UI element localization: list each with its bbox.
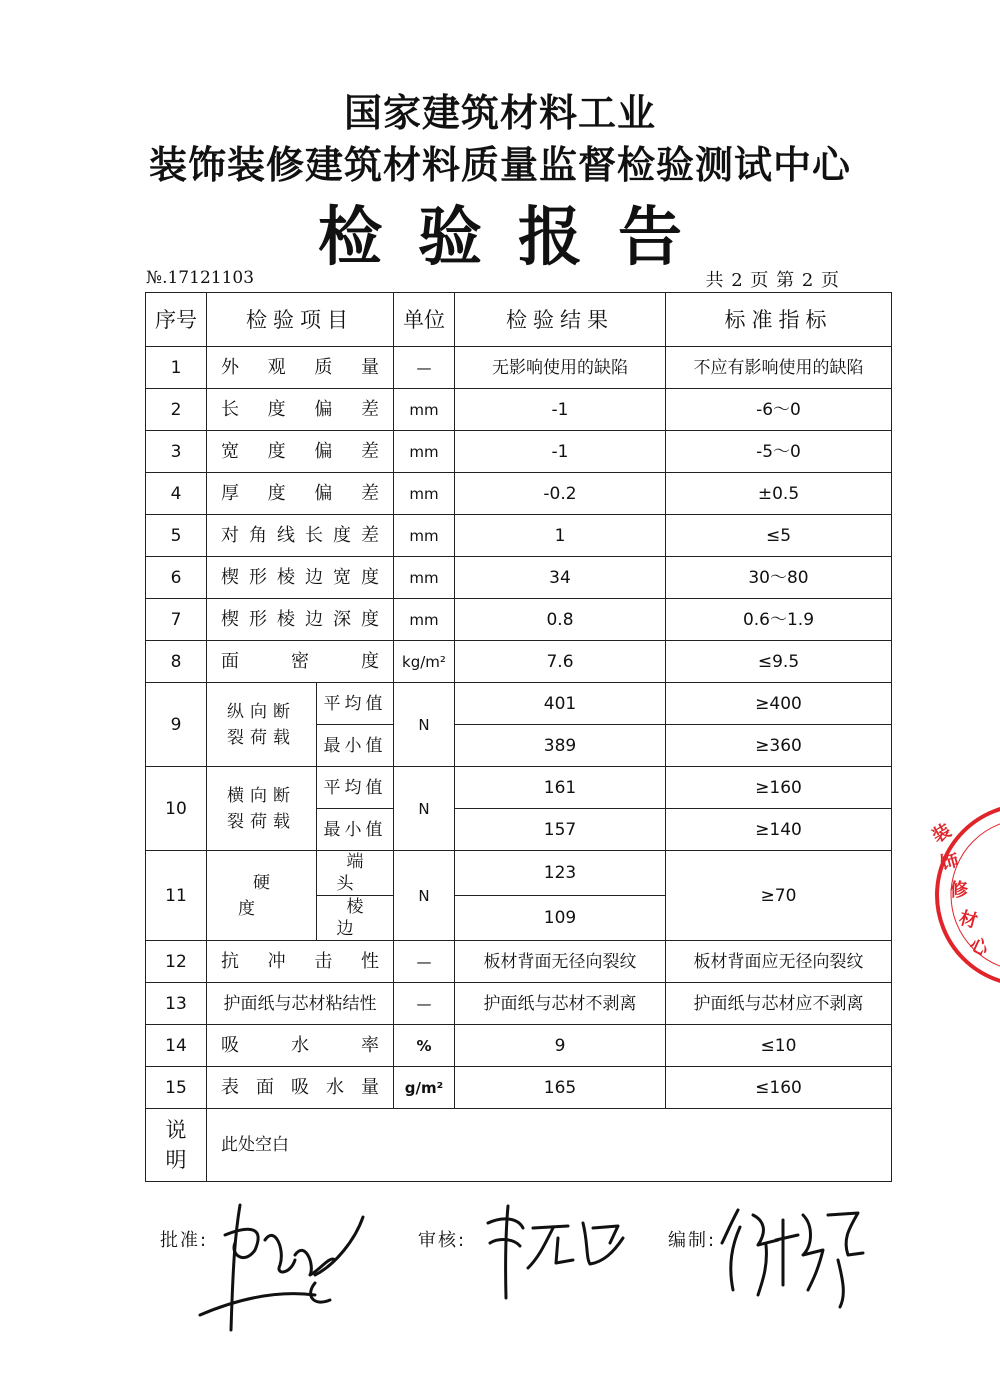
note-label: 说明	[146, 1109, 207, 1182]
table-row	[146, 431, 892, 473]
seal-text-fragment: 心	[966, 933, 992, 961]
table-row	[146, 983, 892, 1025]
row-no: 7	[146, 599, 207, 641]
row-no: 2	[146, 389, 207, 431]
row-result: 157	[455, 809, 666, 851]
row-unit: N	[394, 851, 455, 941]
row-standard: ≥400	[666, 683, 892, 725]
row-standard: -6～0	[666, 389, 892, 431]
seal-text-fragment: 修	[950, 880, 968, 901]
row-item: 硬度	[207, 851, 317, 941]
row-standard: 护面纸与芯材应不剥离	[666, 983, 892, 1025]
row-result: 1	[455, 515, 666, 557]
row-item: 楔形棱边深度	[207, 599, 394, 641]
table-row	[146, 767, 892, 809]
header-no: 序号	[146, 293, 207, 347]
row-standard: ≥70	[666, 851, 892, 941]
row-result: -1	[455, 431, 666, 473]
row-unit: —	[394, 941, 455, 983]
seal-text-fragment: 饰	[938, 849, 961, 875]
row-standard: 30～80	[666, 557, 892, 599]
table-row	[146, 557, 892, 599]
table-row	[146, 473, 892, 515]
header-standard: 标准指标	[666, 293, 892, 347]
row-result: 401	[455, 683, 666, 725]
page-indicator: 共 2 页 第 2 页	[705, 270, 840, 291]
row-no: 1	[146, 347, 207, 389]
row-unit: mm	[394, 431, 455, 473]
row-result: -0.2	[455, 473, 666, 515]
report-title: 检验报告	[318, 201, 718, 275]
row-unit: —	[394, 347, 455, 389]
note-row	[146, 1109, 892, 1182]
official-seal	[928, 800, 1000, 990]
row-result: 9	[455, 1025, 666, 1067]
row-subitem: 最小值	[317, 809, 394, 851]
row-no: 13	[146, 983, 207, 1025]
compile-label: 编制:	[668, 1230, 717, 1251]
row-standard: ≥140	[666, 809, 892, 851]
row-item: 表面吸水量	[207, 1067, 394, 1109]
row-item: 宽度偏差	[207, 431, 394, 473]
row-item: 护面纸与芯材粘结性	[207, 983, 394, 1025]
row-result: 109	[455, 896, 666, 941]
compiler-signature	[718, 1195, 868, 1315]
row-no: 8	[146, 641, 207, 683]
row-unit: mm	[394, 599, 455, 641]
row-unit: g/m²	[394, 1067, 455, 1109]
row-no: 4	[146, 473, 207, 515]
row-unit: mm	[394, 557, 455, 599]
row-unit: mm	[394, 473, 455, 515]
table-row	[146, 515, 892, 557]
row-no: 9	[146, 683, 207, 767]
row-standard: ≤5	[666, 515, 892, 557]
row-unit: —	[394, 983, 455, 1025]
row-item-line2: 裂荷载	[227, 727, 296, 748]
table-row	[146, 851, 892, 896]
seal-text-fragment: 材	[956, 907, 980, 933]
table-row	[146, 389, 892, 431]
row-item-group	[207, 767, 317, 851]
table-row	[146, 1025, 892, 1067]
header-item: 检验项目	[207, 293, 394, 347]
row-standard: ≤9.5	[666, 641, 892, 683]
row-no: 3	[146, 431, 207, 473]
table-row	[146, 347, 892, 389]
row-standard: 板材背面应无径向裂纹	[666, 941, 892, 983]
table-row	[146, 683, 892, 725]
note-text: 此处空白	[207, 1109, 892, 1182]
row-item: 外观质量	[207, 347, 394, 389]
row-standard: ≤160	[666, 1067, 892, 1109]
row-no: 11	[146, 851, 207, 941]
row-item-group	[207, 683, 317, 767]
row-no: 6	[146, 557, 207, 599]
row-result: 389	[455, 725, 666, 767]
row-standard: ≥160	[666, 767, 892, 809]
approve-label: 批准:	[160, 1230, 209, 1251]
row-standard: 0.6～1.9	[666, 599, 892, 641]
row-item: 抗冲击性	[207, 941, 394, 983]
row-result: 无影响使用的缺陷	[455, 347, 666, 389]
row-result: 板材背面无径向裂纹	[455, 941, 666, 983]
row-subitem: 棱边	[317, 896, 394, 941]
row-item: 楔形棱边宽度	[207, 557, 394, 599]
table-header-row	[146, 293, 892, 347]
row-standard: ±0.5	[666, 473, 892, 515]
table-row	[146, 599, 892, 641]
row-item-line1: 横向断	[227, 785, 296, 806]
header-result: 检验结果	[455, 293, 666, 347]
table-row	[146, 941, 892, 983]
header-line2: 装饰装修建筑材料质量监督检验测试中心	[148, 143, 851, 187]
row-unit: N	[394, 683, 455, 767]
row-no: 15	[146, 1067, 207, 1109]
row-result: 165	[455, 1067, 666, 1109]
approver-signature	[195, 1195, 375, 1340]
row-result: 161	[455, 767, 666, 809]
row-no: 10	[146, 767, 207, 851]
row-item-line2: 裂荷载	[227, 811, 296, 832]
row-subitem: 平均值	[317, 767, 394, 809]
row-standard: -5～0	[666, 431, 892, 473]
row-item-line1: 纵向断	[227, 701, 296, 722]
row-standard: ≥360	[666, 725, 892, 767]
row-unit: kg/m²	[394, 641, 455, 683]
row-unit: mm	[394, 515, 455, 557]
row-result: 123	[455, 851, 666, 896]
row-item: 吸水率	[207, 1025, 394, 1067]
row-result: 7.6	[455, 641, 666, 683]
row-result: 34	[455, 557, 666, 599]
row-subitem: 端头	[317, 851, 394, 896]
row-result: -1	[455, 389, 666, 431]
row-unit: mm	[394, 389, 455, 431]
seal-text-fragment: 装	[928, 820, 955, 848]
row-subitem: 最小值	[317, 725, 394, 767]
row-subitem: 平均值	[317, 683, 394, 725]
row-standard: ≤10	[666, 1025, 892, 1067]
report-number: №.17121103	[146, 268, 255, 288]
row-unit: N	[394, 767, 455, 851]
review-label: 审核:	[418, 1230, 467, 1251]
row-unit: %	[394, 1025, 455, 1067]
inspection-table	[145, 292, 892, 1182]
row-no: 12	[146, 941, 207, 983]
row-item: 对角线长度差	[207, 515, 394, 557]
table-row	[146, 641, 892, 683]
header-unit: 单位	[394, 293, 455, 347]
row-result: 护面纸与芯材不剥离	[455, 983, 666, 1025]
reviewer-signature	[478, 1198, 628, 1303]
table-row	[146, 1067, 892, 1109]
row-result: 0.8	[455, 599, 666, 641]
row-standard: 不应有影响使用的缺陷	[666, 347, 892, 389]
row-item: 厚度偏差	[207, 473, 394, 515]
row-no: 14	[146, 1025, 207, 1067]
row-item: 面密度	[207, 641, 394, 683]
row-no: 5	[146, 515, 207, 557]
row-item: 长度偏差	[207, 389, 394, 431]
header-line1: 国家建筑材料工业	[343, 91, 656, 135]
